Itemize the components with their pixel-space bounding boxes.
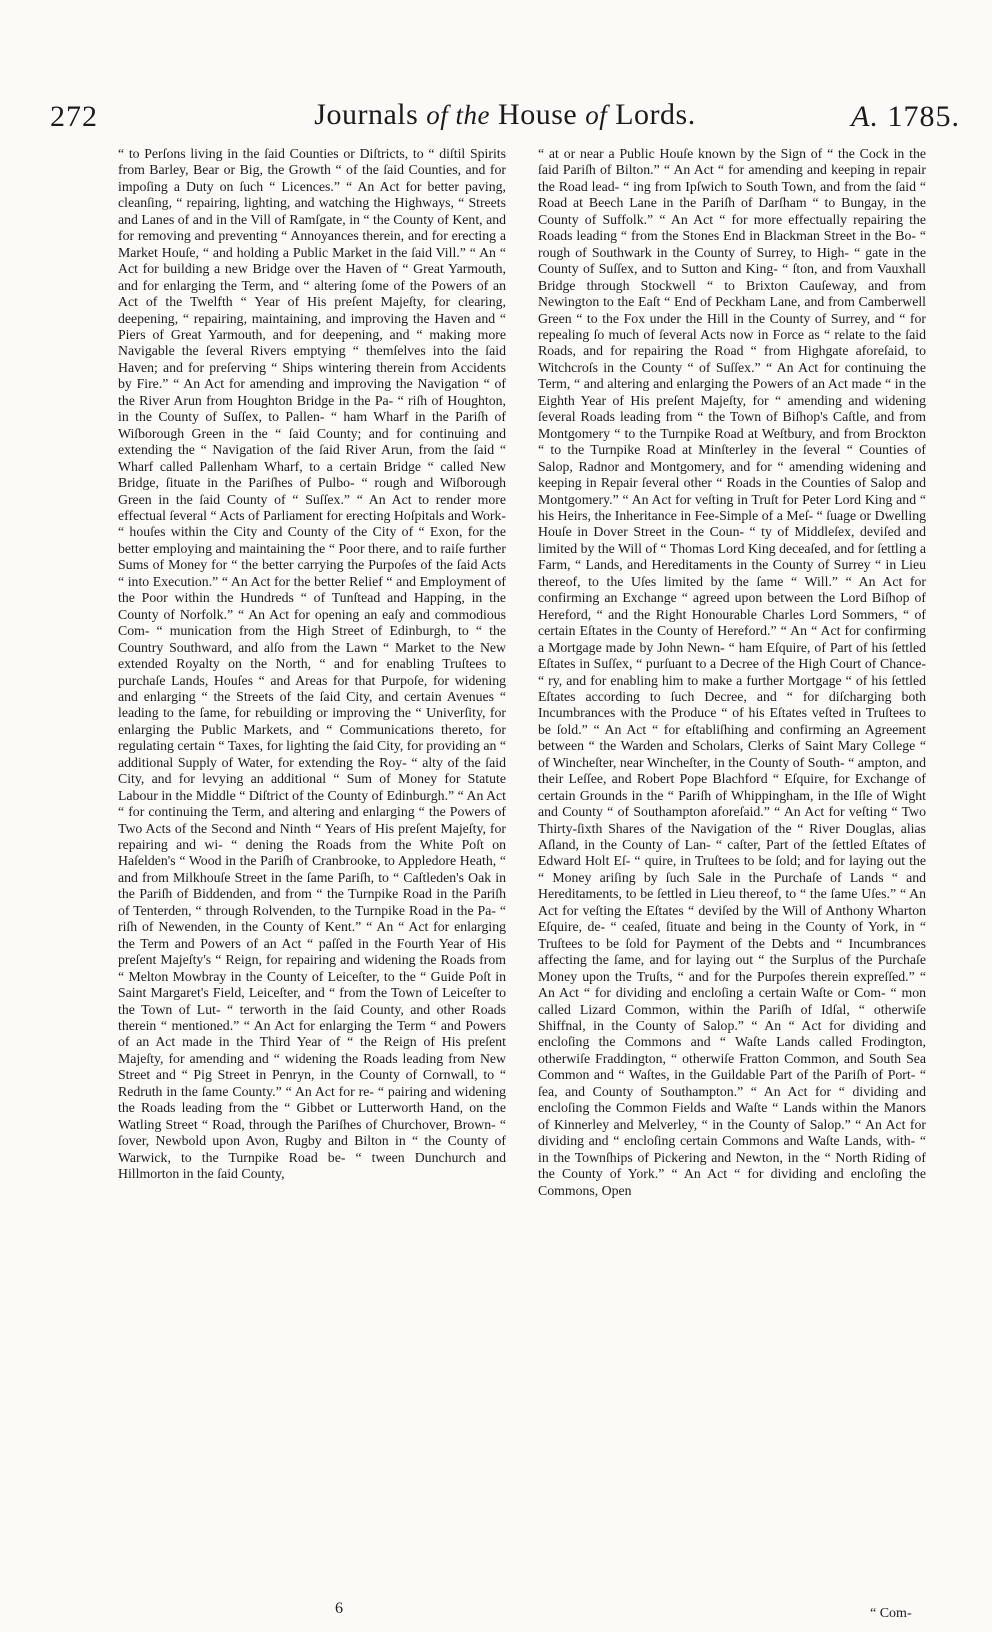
title-journals: Journals [314, 98, 419, 131]
catchword: “ Com- [870, 1606, 912, 1621]
signature-mark: 6 [335, 1600, 343, 1617]
year-value: 1785. [887, 100, 960, 133]
title-of: of [585, 100, 608, 130]
page-number: 272 [50, 100, 98, 133]
title-of-the: of the [426, 100, 491, 130]
page-header [50, 98, 960, 138]
year-prefix: A. [851, 100, 879, 133]
title-house: House [498, 98, 578, 131]
running-title [50, 98, 960, 132]
left-column [118, 146, 506, 1596]
year-label [851, 100, 960, 134]
left-column-text: “ to Perſons living in the ſaid Counties or Diſtricts, to “ diſtil Spirits from Barley, Bear or Big, the Growth “ of the ſaid Counties, and for impoſing a Duty on ſuch “ Licences.” “ An Act for better paving, cleanſing, “ repairing, lighting, and watching the Highways, “ Streets and Lanes of and in the Vill of Ramſgate, in “ the County of Kent, and for removing and preventing “ Annoyances therein, and for erecting a Market Houſe, “ and holding a Public Market in the ſaid Vill.” “ An “ Act for building a new Bridge over the Haven of “ Great Yarmouth, and for enlarging the Term, and “ altering ſome of the Powers of an Act of the Twelfth “ Year of His preſent Majeſty, for clearing, deepening, “ repairing, maintaining, and improving the Haven and “ Piers of Great Yarmouth, and for deepening, and “ making more Navigable the ſeveral Rivers emptying “ themſelves into the ſaid Haven; and for preſerving “ Ships wintering therein from Accidents by Fire.” “ An Act for amending and improving the Navigation “ of the River Arun from Houghton Bridge in the Pa- “ riſh of Houghton, in the County of Suſſex, to Pallen- “ ham Wharf in the Pariſh of Wiſborough Green in the “ ſaid County; and for continuing and extending the “ Navigation of the ſaid River Arun, from the ſaid “ Wharf called Pallenham Wharf, to a certain Bridge “ called New Bridge, ſituate in the Pariſhes of Pulbo- “ rough and Wiſborough Green in the ſaid County of “ Suſſex.” “ An Act to render more effectual ſeveral “ Acts of Parliament for erecting Hoſpitals and Work- “ houſes within the City and County of the City of “ Exon, for the better employing and maintaining the “ Poor there, and to raiſe further Sums of Money for “ the better carrying the Purpoſes of the ſaid Acts “ into Execution.” “ An Act for the better Relief “ and Employment of the Poor within the Hundreds “ of Tunſtead and Happing, in the County of Norfolk.” “ An Act for opening an eaſy and commodious Com- “ munication from the High Street of Edinburgh, to “ the Country Southward, and alſo from the Lawn “ Market to the New extended Royalty on the North, “ and for enabling Truſtees to purchaſe Lands, Houſes “ and Areas for that Purpoſe, for widening and enlarging “ the Streets of the ſaid City, and certain Avenues “ leading to the ſame, for rebuilding or improving the “ Univerſity, for enlarging the Public Markets, and “ Communications thereto, for regulating certain “ Taxes, for lighting the ſaid City, for providing an “ additional Supply of Water, for extending the Roy- “ alty of the ſaid City, and for levying an additional “ Sum of Money for Statute Labour in the Middle “ Diſtrict of the County of Edinburgh.” “ An Act “ for continuing the Term, and altering and enlarging “ the Powers of Two Acts of the Second and Ninth “ Years of His preſent Majeſty, for repairing and wi- “ dening the Roads from the White Poſt on Haſelden's “ Wood in the Pariſh of Cranbrooke, to Appledore Heath, “ and from Milkhouſe Street in the ſame Pariſh, to “ Caſtleden's Oak in the Pariſh of Biddenden, and from “ the Turnpike Road in the Pariſh of Tenterden, “ through Rolvenden, to the Turnpike Road in the Pa- “ riſh of Newenden, in the County of Kent.” “ An “ Act for enlarging the Term and Powers of an Act “ paſſed in the Fourth Year of His preſent Majeſty's “ Reign, for repairing and widening the Roads from “ Melton Mowbray in the County of Leiceſter, to the “ Guide Poſt in Saint Margaret's Field, Leiceſter, and “ from the Town of Leiceſter to the Town of Lut- “ terworth in the ſaid County, and other Roads therein “ mentioned.” “ An Act for enlarging the Term “ and Powers of an Act made in the Third Year of “ the Reign of His preſent Majeſty, for amending and “ widening the Roads leading from New Street and “ Pig Street in Penryn, in the County of Cornwall, to “ Redruth in the ſame County.” “ An Act for re- “ pairing and widening the Roads leading from the “ Gibbet or Lutterworth Hand, on the Watling Street “ Road, through the Pariſhes of Churchover, Brown- “ ſover, Newbold upon Avon, Rugby and Bilton in “ the County of Warwick, to the Turnpike Road be- “ tween Dunchurch and Hillmorton in the ſaid County, [118, 146, 506, 1182]
right-column-text: “ at or near a Public Houſe known by the Sign of “ the Cock in the ſaid Pariſh of Bilton.” “ An Act “ for amending and keeping in repair the Road lead- “ ing from Ipſwich to South Town, and from the ſaid “ Road at Beech Lane in the Pariſh of Darſham “ to Bungay, in the County of Suffolk.” “ An Act “ for more effectually repairing the Roads leading “ from the Stones End in Blackman Street in the Bo- “ rough of Southwark in the County of Surrey, to High- “ gate in the County of Suſſex, and to Sutton and King- “ ſton, and from Vauxhall Bridge through Stockwell “ to Brixton Cauſeway, and from Newington to the Eaſt “ End of Peckham Lane, and from Camberwell Green “ to the Fox under the Hill in the County of Surrey, and “ for repealing ſo much of ſeveral Acts now in Force as “ relate to the ſaid Roads, and for repairing the Road “ from Highgate aforeſaid, to Witchcroſs in the County “ of Suſſex.” “ An Act for continuing the Term, “ and altering and enlarging the Powers of an Act made “ in the Eighth Year of His preſent Majeſty, for “ amending and widening ſeveral Roads leading from “ the Town of Biſhop's Caſtle, and from Montgomery “ to the Turnpike Road at Weſtbury, and from Brockton “ to the Turnpike Road at Minſterley in the ſeveral “ Counties of Salop, Radnor and Montgomery, and for “ amending widening and keeping in Repair ſeveral other “ Roads in the Counties of Salop and Montgomery.” “ An Act for veſting in Truſt for Peter Lord King and “ his Heirs, the Inheritance in Fee-Simple of a Meſ- “ ſuage or Dwelling Houſe in Dover Street in the Coun- “ ty of Middleſex, deviſed and limited by the Will of “ Thomas Lord King deceaſed, and for ſettling a Farm, “ Lands, and Hereditaments in the County of Surrey “ in Lieu thereof, to the Uſes limited by the ſame “ Will.” “ An Act for confirming an Exchange “ agreed upon between the Lord Biſhop of Hereford, “ and the Right Honourable Charles Lord Sommers, “ of certain Eſtates in the County of Hereford.” “ An “ Act for confirming a Mortgage made by John Newn- “ ham Eſquire, of Part of his ſettled Eſtates in Suſſex, “ purſuant to a Decree of the High Court of Chance- “ ry, and for enabling him to make a further Mortgage “ of his ſettled Eſtates according to ſuch Decree, and “ for diſcharging both Incumbrances with the Produce “ of his Eſtates veſted in Truſtees to be ſold.” “ An Act “ for eſtabliſhing and confirming an Agreement between “ the Warden and Scholars, Clerks of Saint Mary College “ of Wincheſter, near Wincheſter, in the County of South- “ ampton, and their Leſſee, and Robert Pope Blachford “ Eſquire, for Exchange of certain Grounds in the “ Pariſh of Whippingham, in the Iſle of Wight and County “ of Southampton aforeſaid.” “ An Act for veſting “ Two Thirty-ſixth Shares of the Navigation of the “ River Douglas, alias Aſland, in the County of Lan- “ caſter, Part of the ſettled Eſtates of Edward Holt Eſ- “ quire, in Truſtees to be ſold; and for laying out the “ Money ariſing by ſuch Sale in the Purchaſe of Lands “ and Hereditaments, to be ſettled in Lieu thereof, to “ the ſame Uſes.” “ An Act for veſting the Eſtates “ deviſed by the Will of Anthony Wharton Eſquire, de- “ ceaſed, ſituate and being in the County of York, in “ Truſtees to be ſold for Payment of the Debts and “ Incumbrances affecting the ſame, and for laying out “ the Surplus of the Purchaſe Money upon the Truſts, “ and for the Purpoſes therein expreſſed.” “ An Act “ for dividing and encloſing a certain Waſte or Com- “ mon called Lizard Common, within the Pariſh of Idſal, “ otherwiſe Shiffnal, in the County of Salop.” “ An “ Act for dividing and encloſing the Commons and “ Waſte Lands called Frodington, otherwiſe Fraddington, “ otherwiſe Fratton Common, and South Sea Common and “ Waſtes, in the Guildable Part of the Pariſh of Port- “ ſea, and County of Southampton.” “ An Act for “ dividing and encloſing the Common Fields and Waſte “ Lands within the Manors of Kinnerley and Melverley, “ in the County of Salop.” “ An Act for dividing and “ encloſing certain Commons and Waſte Lands, with- “ in the Townſhips of Pickering and Newton, in the “ North Riding of the County of York.” “ An Act “ for dividing and encloſing the Commons, Open [538, 146, 926, 1198]
right-column [538, 146, 926, 1596]
title-lords: Lords. [615, 98, 696, 131]
